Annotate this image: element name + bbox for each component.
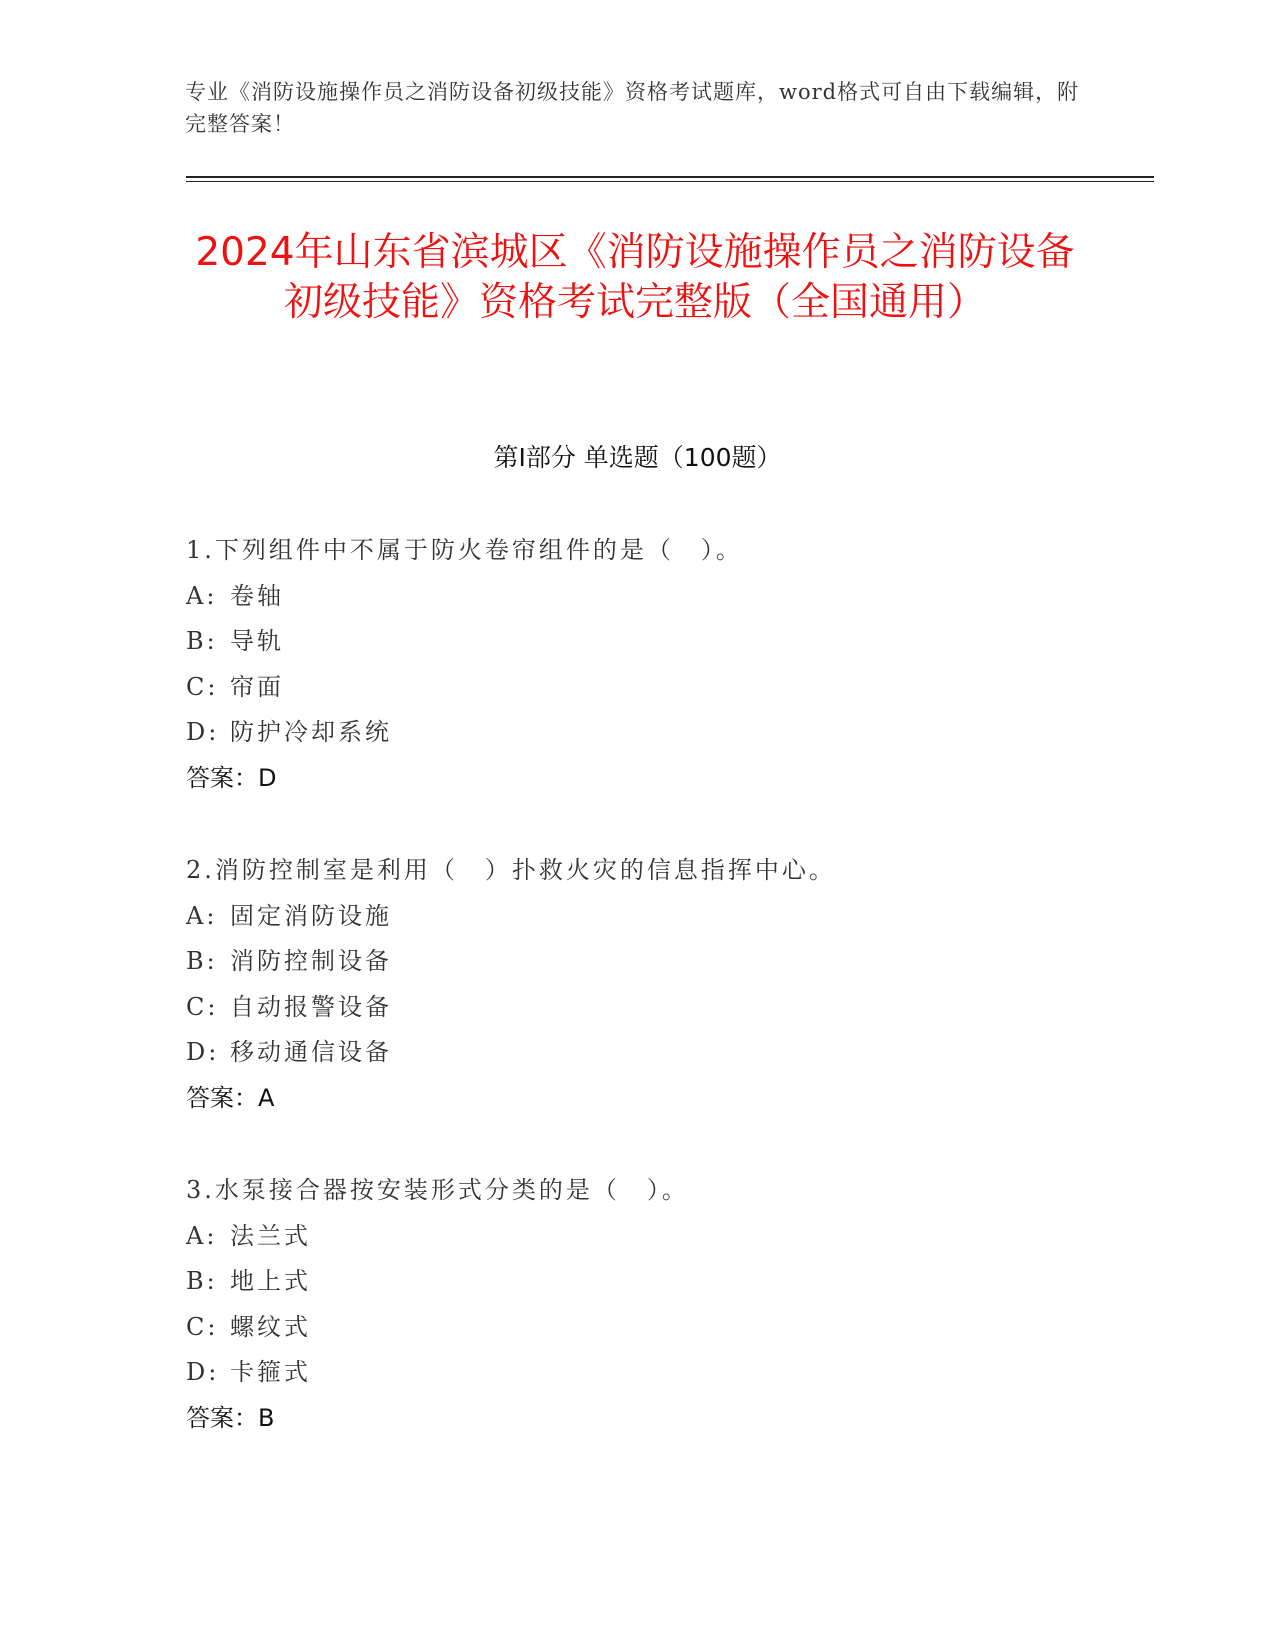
- option-text: 导轨: [230, 627, 284, 655]
- option-letter: A:: [186, 901, 218, 930]
- option-b: [186, 939, 1086, 985]
- option-b: [186, 1259, 1086, 1305]
- option-c: [186, 665, 1086, 711]
- option-letter: D:: [186, 718, 220, 746]
- option-letter: B:: [186, 1267, 218, 1295]
- question-block: [186, 1168, 1086, 1441]
- option-text: 帘面: [230, 672, 284, 701]
- option-d: [186, 1030, 1086, 1076]
- option-text: 防护冷却系统: [230, 718, 392, 746]
- option-letter: A:: [186, 581, 218, 610]
- option-text: 螺纹式: [230, 1312, 311, 1341]
- option-a: [186, 574, 1086, 620]
- header-rule-thin: [186, 181, 1154, 182]
- option-text: 移动通信设备: [230, 1038, 392, 1066]
- option-letter: C:: [186, 992, 219, 1021]
- answer-line: 答案：D: [186, 763, 277, 792]
- answer-line: 答案：B: [186, 1403, 275, 1432]
- option-letter: B:: [186, 627, 218, 655]
- option-text: 卷轴: [230, 581, 284, 610]
- question-block: [186, 848, 1086, 1121]
- option-letter: A:: [186, 1221, 218, 1250]
- option-text: 固定消防设施: [230, 901, 392, 930]
- option-d: [186, 1350, 1086, 1396]
- section-heading: 第Ⅰ部分 单选题（100题）: [493, 443, 782, 472]
- option-letter: D:: [186, 1358, 220, 1386]
- option-d: [186, 710, 1086, 756]
- option-text: 卡箍式: [230, 1358, 311, 1386]
- option-letter: C:: [186, 672, 219, 701]
- question-stem: 2.消防控制室是利用（ ）扑救火灾的信息指挥中心。: [186, 856, 836, 884]
- question-stem: 3.水泵接合器按安装形式分类的是（ ）。: [186, 1176, 689, 1204]
- question-block: [186, 528, 1086, 801]
- header-rule-thick: [186, 176, 1154, 178]
- option-text: 法兰式: [230, 1221, 311, 1250]
- question-stem: 1.下列组件中不属于防火卷帘组件的是（ ）。: [186, 536, 743, 564]
- option-a: [186, 1214, 1086, 1260]
- option-letter: B:: [186, 947, 218, 975]
- answer-line: 答案：A: [186, 1083, 275, 1112]
- option-text: 消防控制设备: [230, 947, 392, 975]
- option-c: [186, 985, 1086, 1031]
- option-letter: C:: [186, 1312, 219, 1341]
- option-a: [186, 894, 1086, 940]
- document-title: 2024年山东省滨城区《消防设施操作员之消防设备初级技能》资格考试完整版（全国通用）: [195, 230, 1075, 325]
- option-text: 自动报警设备: [230, 992, 392, 1021]
- option-letter: D:: [186, 1038, 220, 1066]
- option-text: 地上式: [230, 1267, 311, 1295]
- option-b: [186, 619, 1086, 665]
- header-note: 专业《消防设施操作员之消防设备初级技能》资格考试题库，word格式可自由下载编辑，附完整答案！: [185, 80, 1080, 136]
- option-c: [186, 1305, 1086, 1351]
